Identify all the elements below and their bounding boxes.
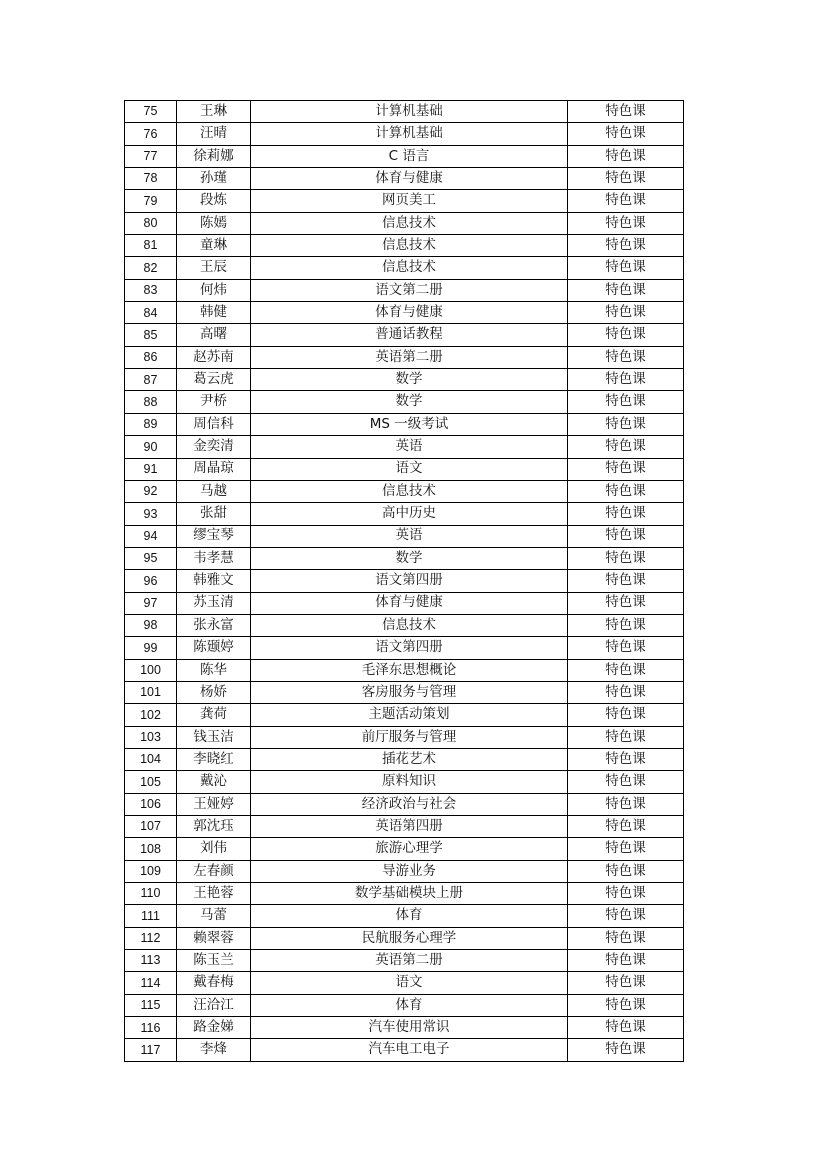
row-number-cell: 109 bbox=[125, 860, 177, 882]
table-row bbox=[125, 905, 684, 927]
table-row bbox=[125, 681, 684, 703]
course-name-cell: 客房服务与管理 bbox=[251, 681, 568, 703]
course-type-cell: 特色课 bbox=[568, 592, 684, 614]
teacher-name-cell: 周晶琼 bbox=[177, 458, 251, 480]
course-type-cell: 特色课 bbox=[568, 369, 684, 391]
course-type-cell: 特色课 bbox=[568, 145, 684, 167]
table-row bbox=[125, 860, 684, 882]
teacher-name-cell: 苏玉清 bbox=[177, 592, 251, 614]
teacher-name-cell: 戴沁 bbox=[177, 771, 251, 793]
row-number-cell: 108 bbox=[125, 838, 177, 860]
teacher-name-cell: 段炼 bbox=[177, 190, 251, 212]
table-row bbox=[125, 480, 684, 502]
course-name-cell: 信息技术 bbox=[251, 614, 568, 636]
teacher-name-cell: 刘伟 bbox=[177, 838, 251, 860]
row-number-cell: 79 bbox=[125, 190, 177, 212]
course-name-cell: 毛泽东思想概论 bbox=[251, 659, 568, 681]
course-type-cell: 特色课 bbox=[568, 279, 684, 301]
table-row bbox=[125, 369, 684, 391]
teacher-name-cell: 尹桥 bbox=[177, 391, 251, 413]
course-type-cell: 特色课 bbox=[568, 302, 684, 324]
course-name-cell: 体育 bbox=[251, 905, 568, 927]
row-number-cell: 87 bbox=[125, 369, 177, 391]
course-type-cell: 特色课 bbox=[568, 838, 684, 860]
row-number-cell: 101 bbox=[125, 681, 177, 703]
course-type-cell: 特色课 bbox=[568, 168, 684, 190]
course-name-cell: 英语第二册 bbox=[251, 346, 568, 368]
table-row bbox=[125, 1017, 684, 1039]
teacher-name-cell: 徐莉娜 bbox=[177, 145, 251, 167]
table-row bbox=[125, 637, 684, 659]
table-row bbox=[125, 704, 684, 726]
course-name-cell: 体育 bbox=[251, 994, 568, 1016]
row-number-cell: 77 bbox=[125, 145, 177, 167]
course-type-cell: 特色课 bbox=[568, 614, 684, 636]
row-number-cell: 75 bbox=[125, 101, 177, 123]
row-number-cell: 111 bbox=[125, 905, 177, 927]
course-type-cell: 特色课 bbox=[568, 704, 684, 726]
course-name-cell: 信息技术 bbox=[251, 235, 568, 257]
teacher-name-cell: 戴春梅 bbox=[177, 972, 251, 994]
course-name-cell: 插花艺术 bbox=[251, 748, 568, 770]
course-name-cell: 高中历史 bbox=[251, 503, 568, 525]
course-type-cell: 特色课 bbox=[568, 793, 684, 815]
row-number-cell: 91 bbox=[125, 458, 177, 480]
table-row bbox=[125, 391, 684, 413]
teacher-name-cell: 高曙 bbox=[177, 324, 251, 346]
course-type-cell: 特色课 bbox=[568, 994, 684, 1016]
row-number-cell: 100 bbox=[125, 659, 177, 681]
table-row bbox=[125, 145, 684, 167]
course-type-cell: 特色课 bbox=[568, 927, 684, 949]
course-name-cell: 体育与健康 bbox=[251, 592, 568, 614]
course-type-cell: 特色课 bbox=[568, 101, 684, 123]
course-type-cell: 特色课 bbox=[568, 726, 684, 748]
table-row bbox=[125, 503, 684, 525]
course-type-cell: 特色课 bbox=[568, 212, 684, 234]
table-row bbox=[125, 123, 684, 145]
row-number-cell: 105 bbox=[125, 771, 177, 793]
table-row bbox=[125, 168, 684, 190]
teacher-name-cell: 韩雅文 bbox=[177, 570, 251, 592]
row-number-cell: 98 bbox=[125, 614, 177, 636]
row-number-cell: 112 bbox=[125, 927, 177, 949]
course-type-cell: 特色课 bbox=[568, 436, 684, 458]
course-table bbox=[124, 100, 684, 1062]
course-name-cell: 语文 bbox=[251, 972, 568, 994]
table-row bbox=[125, 346, 684, 368]
teacher-name-cell: 韦孝慧 bbox=[177, 547, 251, 569]
row-number-cell: 81 bbox=[125, 235, 177, 257]
table-row bbox=[125, 883, 684, 905]
table-row bbox=[125, 235, 684, 257]
course-type-cell: 特色课 bbox=[568, 637, 684, 659]
row-number-cell: 86 bbox=[125, 346, 177, 368]
teacher-name-cell: 周信科 bbox=[177, 413, 251, 435]
course-name-cell: 旅游心理学 bbox=[251, 838, 568, 860]
course-type-cell: 特色课 bbox=[568, 324, 684, 346]
teacher-name-cell: 葛云虎 bbox=[177, 369, 251, 391]
course-type-cell: 特色课 bbox=[568, 771, 684, 793]
teacher-name-cell: 郭沈珏 bbox=[177, 816, 251, 838]
course-name-cell: 语文 bbox=[251, 458, 568, 480]
course-name-cell: 体育与健康 bbox=[251, 302, 568, 324]
row-number-cell: 82 bbox=[125, 257, 177, 279]
course-type-cell: 特色课 bbox=[568, 883, 684, 905]
course-type-cell: 特色课 bbox=[568, 235, 684, 257]
row-number-cell: 93 bbox=[125, 503, 177, 525]
table-row bbox=[125, 413, 684, 435]
row-number-cell: 76 bbox=[125, 123, 177, 145]
course-type-cell: 特色课 bbox=[568, 860, 684, 882]
course-name-cell: 计算机基础 bbox=[251, 123, 568, 145]
teacher-name-cell: 陈玉兰 bbox=[177, 950, 251, 972]
course-type-cell: 特色课 bbox=[568, 816, 684, 838]
course-type-cell: 特色课 bbox=[568, 257, 684, 279]
teacher-name-cell: 赵苏南 bbox=[177, 346, 251, 368]
table-row bbox=[125, 101, 684, 123]
course-name-cell: 计算机基础 bbox=[251, 101, 568, 123]
course-name-cell: 前厅服务与管理 bbox=[251, 726, 568, 748]
row-number-cell: 89 bbox=[125, 413, 177, 435]
table-row bbox=[125, 592, 684, 614]
teacher-name-cell: 缪宝琴 bbox=[177, 525, 251, 547]
teacher-name-cell: 马越 bbox=[177, 480, 251, 502]
course-name-cell: 网页美工 bbox=[251, 190, 568, 212]
teacher-name-cell: 王艳蓉 bbox=[177, 883, 251, 905]
course-type-cell: 特色课 bbox=[568, 480, 684, 502]
course-name-cell: 英语 bbox=[251, 525, 568, 547]
course-name-cell: MS 一级考试 bbox=[251, 413, 568, 435]
teacher-name-cell: 陈华 bbox=[177, 659, 251, 681]
table-row bbox=[125, 190, 684, 212]
course-name-cell: 英语 bbox=[251, 436, 568, 458]
row-number-cell: 90 bbox=[125, 436, 177, 458]
course-name-cell: 汽车使用常识 bbox=[251, 1017, 568, 1039]
teacher-name-cell: 赖翠蓉 bbox=[177, 927, 251, 949]
course-type-cell: 特色课 bbox=[568, 458, 684, 480]
teacher-name-cell: 马蕾 bbox=[177, 905, 251, 927]
row-number-cell: 97 bbox=[125, 592, 177, 614]
teacher-name-cell: 龚荷 bbox=[177, 704, 251, 726]
table-row bbox=[125, 525, 684, 547]
table-row bbox=[125, 793, 684, 815]
course-name-cell: 英语第二册 bbox=[251, 950, 568, 972]
table-row bbox=[125, 458, 684, 480]
course-type-cell: 特色课 bbox=[568, 681, 684, 703]
row-number-cell: 117 bbox=[125, 1039, 177, 1061]
course-name-cell: 信息技术 bbox=[251, 480, 568, 502]
course-type-cell: 特色课 bbox=[568, 123, 684, 145]
table-body bbox=[125, 101, 684, 1062]
table-row bbox=[125, 748, 684, 770]
teacher-name-cell: 李烽 bbox=[177, 1039, 251, 1061]
course-name-cell: 原料知识 bbox=[251, 771, 568, 793]
teacher-name-cell: 王辰 bbox=[177, 257, 251, 279]
teacher-name-cell: 张甜 bbox=[177, 503, 251, 525]
row-number-cell: 83 bbox=[125, 279, 177, 301]
course-name-cell: C 语言 bbox=[251, 145, 568, 167]
table-row bbox=[125, 614, 684, 636]
table-row bbox=[125, 279, 684, 301]
course-table-container bbox=[124, 100, 683, 1062]
course-type-cell: 特色课 bbox=[568, 905, 684, 927]
course-type-cell: 特色课 bbox=[568, 972, 684, 994]
teacher-name-cell: 何炜 bbox=[177, 279, 251, 301]
teacher-name-cell: 路金娣 bbox=[177, 1017, 251, 1039]
course-name-cell: 信息技术 bbox=[251, 257, 568, 279]
row-number-cell: 115 bbox=[125, 994, 177, 1016]
table-row bbox=[125, 994, 684, 1016]
teacher-name-cell: 杨娇 bbox=[177, 681, 251, 703]
course-type-cell: 特色课 bbox=[568, 547, 684, 569]
course-name-cell: 导游业务 bbox=[251, 860, 568, 882]
course-name-cell: 体育与健康 bbox=[251, 168, 568, 190]
course-name-cell: 数学基础模块上册 bbox=[251, 883, 568, 905]
teacher-name-cell: 金奕清 bbox=[177, 436, 251, 458]
row-number-cell: 85 bbox=[125, 324, 177, 346]
course-type-cell: 特色课 bbox=[568, 503, 684, 525]
course-name-cell: 语文第四册 bbox=[251, 570, 568, 592]
teacher-name-cell: 张永富 bbox=[177, 614, 251, 636]
row-number-cell: 114 bbox=[125, 972, 177, 994]
row-number-cell: 104 bbox=[125, 748, 177, 770]
teacher-name-cell: 王琳 bbox=[177, 101, 251, 123]
course-name-cell: 普通话教程 bbox=[251, 324, 568, 346]
teacher-name-cell: 王娅婷 bbox=[177, 793, 251, 815]
row-number-cell: 94 bbox=[125, 525, 177, 547]
course-type-cell: 特色课 bbox=[568, 570, 684, 592]
teacher-name-cell: 李晓红 bbox=[177, 748, 251, 770]
course-type-cell: 特色课 bbox=[568, 1039, 684, 1061]
course-type-cell: 特色课 bbox=[568, 950, 684, 972]
course-type-cell: 特色课 bbox=[568, 346, 684, 368]
row-number-cell: 103 bbox=[125, 726, 177, 748]
course-type-cell: 特色课 bbox=[568, 413, 684, 435]
table-row bbox=[125, 547, 684, 569]
course-name-cell: 英语第四册 bbox=[251, 816, 568, 838]
table-row bbox=[125, 950, 684, 972]
table-row bbox=[125, 838, 684, 860]
table-row bbox=[125, 726, 684, 748]
table-row bbox=[125, 816, 684, 838]
table-row bbox=[125, 927, 684, 949]
course-type-cell: 特色课 bbox=[568, 748, 684, 770]
course-name-cell: 语文第四册 bbox=[251, 637, 568, 659]
row-number-cell: 78 bbox=[125, 168, 177, 190]
table-row bbox=[125, 771, 684, 793]
table-row bbox=[125, 659, 684, 681]
row-number-cell: 116 bbox=[125, 1017, 177, 1039]
course-name-cell: 数学 bbox=[251, 391, 568, 413]
course-name-cell: 信息技术 bbox=[251, 212, 568, 234]
row-number-cell: 84 bbox=[125, 302, 177, 324]
teacher-name-cell: 左春颜 bbox=[177, 860, 251, 882]
row-number-cell: 113 bbox=[125, 950, 177, 972]
row-number-cell: 99 bbox=[125, 637, 177, 659]
table-row bbox=[125, 257, 684, 279]
course-name-cell: 主题活动策划 bbox=[251, 704, 568, 726]
course-type-cell: 特色课 bbox=[568, 659, 684, 681]
teacher-name-cell: 孙瑾 bbox=[177, 168, 251, 190]
row-number-cell: 92 bbox=[125, 480, 177, 502]
course-type-cell: 特色课 bbox=[568, 525, 684, 547]
teacher-name-cell: 韩健 bbox=[177, 302, 251, 324]
row-number-cell: 106 bbox=[125, 793, 177, 815]
table-row bbox=[125, 212, 684, 234]
course-type-cell: 特色课 bbox=[568, 190, 684, 212]
teacher-name-cell: 钱玉洁 bbox=[177, 726, 251, 748]
course-name-cell: 汽车电工电子 bbox=[251, 1039, 568, 1061]
table-row bbox=[125, 1039, 684, 1061]
table-row bbox=[125, 436, 684, 458]
course-name-cell: 经济政治与社会 bbox=[251, 793, 568, 815]
course-name-cell: 数学 bbox=[251, 369, 568, 391]
table-row bbox=[125, 972, 684, 994]
table-row bbox=[125, 324, 684, 346]
row-number-cell: 102 bbox=[125, 704, 177, 726]
course-type-cell: 特色课 bbox=[568, 391, 684, 413]
row-number-cell: 96 bbox=[125, 570, 177, 592]
teacher-name-cell: 陈颋婷 bbox=[177, 637, 251, 659]
teacher-name-cell: 汪晴 bbox=[177, 123, 251, 145]
row-number-cell: 80 bbox=[125, 212, 177, 234]
teacher-name-cell: 童琳 bbox=[177, 235, 251, 257]
teacher-name-cell: 汪洽江 bbox=[177, 994, 251, 1016]
course-type-cell: 特色课 bbox=[568, 1017, 684, 1039]
course-name-cell: 语文第二册 bbox=[251, 279, 568, 301]
row-number-cell: 88 bbox=[125, 391, 177, 413]
course-name-cell: 数学 bbox=[251, 547, 568, 569]
row-number-cell: 110 bbox=[125, 883, 177, 905]
table-row bbox=[125, 302, 684, 324]
teacher-name-cell: 陈嫣 bbox=[177, 212, 251, 234]
row-number-cell: 107 bbox=[125, 816, 177, 838]
row-number-cell: 95 bbox=[125, 547, 177, 569]
course-name-cell: 民航服务心理学 bbox=[251, 927, 568, 949]
table-row bbox=[125, 570, 684, 592]
